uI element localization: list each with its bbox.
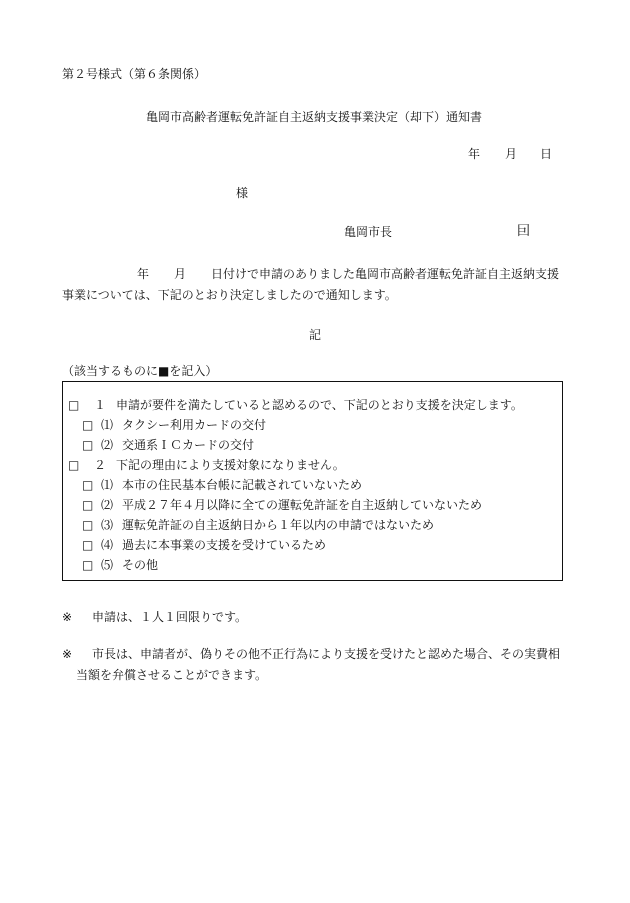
approve-sub-2-number: ⑵ xyxy=(101,438,114,452)
reject-sub-3-number: ⑶ xyxy=(101,518,114,532)
reject-sub-2-number: ⑵ xyxy=(101,498,114,512)
note-1-mark: ※ xyxy=(62,610,73,624)
ki-heading: 記 xyxy=(309,328,322,342)
approve-text: 申請が要件を満たしていると認めるので、下記のとおり支援を決定します。 xyxy=(116,398,523,412)
date-month-label: 月 xyxy=(505,147,518,161)
form-number: 第２号様式（第６条関係） xyxy=(62,67,207,81)
seal-mark: 囙 xyxy=(517,224,531,239)
intro-year-label: 年 xyxy=(137,267,150,281)
reject-sub-5-checkbox[interactable]: □ xyxy=(82,558,94,572)
reject-sub-2-checkbox[interactable]: □ xyxy=(82,498,94,512)
date-day-label: 日 xyxy=(540,147,553,161)
note-2-line-1: 市長は、申請者が、偽りその他不正行為により支援を受けたと認めた場合、その実費相 xyxy=(92,647,561,661)
reject-sub-1-checkbox[interactable]: □ xyxy=(82,478,94,492)
options-box xyxy=(62,381,563,581)
reject-number: ２ xyxy=(94,458,107,472)
reject-sub-5-text: その他 xyxy=(122,558,159,572)
note-2-mark: ※ xyxy=(62,647,73,661)
reject-sub-2-text: 平成２７年４月以降に全ての運転免許証を自主返納していないため xyxy=(122,498,483,512)
issuer-name: 亀岡市長 xyxy=(344,225,393,239)
option-reject-sub-4 xyxy=(82,537,326,553)
reject-sub-5-number: ⑸ xyxy=(101,558,114,572)
intro-month-label: 月 xyxy=(174,267,187,281)
reject-sub-1-number: ⑴ xyxy=(101,478,114,492)
option-reject-sub-5 xyxy=(82,557,158,573)
approve-sub-1-number: ⑴ xyxy=(101,418,114,432)
intro-line-2: 事業については、下記のとおり決定しましたので通知します。 xyxy=(62,288,397,302)
intro-line-1: 日付けで申請のありました亀岡市高齢者運転免許証自主返納支援 xyxy=(211,267,560,281)
addressee-suffix: 様 xyxy=(236,186,249,200)
option-approve xyxy=(68,397,523,413)
option-approve-sub-2 xyxy=(82,437,254,453)
reject-sub-4-checkbox[interactable]: □ xyxy=(82,538,94,552)
note-2-line-2: 当額を弁償させることができます。 xyxy=(76,668,268,682)
date-year-label: 年 xyxy=(468,147,481,161)
approve-checkbox[interactable]: □ xyxy=(68,398,80,412)
reject-sub-3-text: 運転免許証の自主返納日から１年以内の申請ではないため xyxy=(122,518,435,532)
option-reject-sub-2 xyxy=(82,497,482,513)
reject-sub-4-text: 過去に本事業の支援を受けているため xyxy=(122,538,327,552)
option-reject-sub-3 xyxy=(82,517,434,533)
option-reject xyxy=(68,457,345,473)
document-title: 亀岡市高齢者運転免許証自主返納支援事業決定（却下）通知書 xyxy=(146,110,483,124)
option-approve-sub-1 xyxy=(82,417,266,433)
reject-sub-3-checkbox[interactable]: □ xyxy=(82,518,94,532)
reject-sub-1-text: 本市の住民基本台帳に記載されていないため xyxy=(122,478,363,492)
note-1-text: 申請は、１人１回限りです。 xyxy=(92,610,248,624)
instruction-text: （該当するものに■を記入） xyxy=(62,364,218,378)
reject-checkbox[interactable]: □ xyxy=(68,458,80,472)
option-reject-sub-1 xyxy=(82,477,362,493)
reject-sub-4-number: ⑷ xyxy=(101,538,114,552)
approve-sub-1-text: タクシー利用カードの交付 xyxy=(122,418,267,432)
approve-sub-2-checkbox[interactable]: □ xyxy=(82,438,94,452)
approve-number: １ xyxy=(94,398,107,412)
approve-sub-1-checkbox[interactable]: □ xyxy=(82,418,94,432)
approve-sub-2-text: 交通系ＩＣカードの交付 xyxy=(122,438,255,452)
reject-text: 下記の理由により支援対象になりません。 xyxy=(116,458,345,472)
